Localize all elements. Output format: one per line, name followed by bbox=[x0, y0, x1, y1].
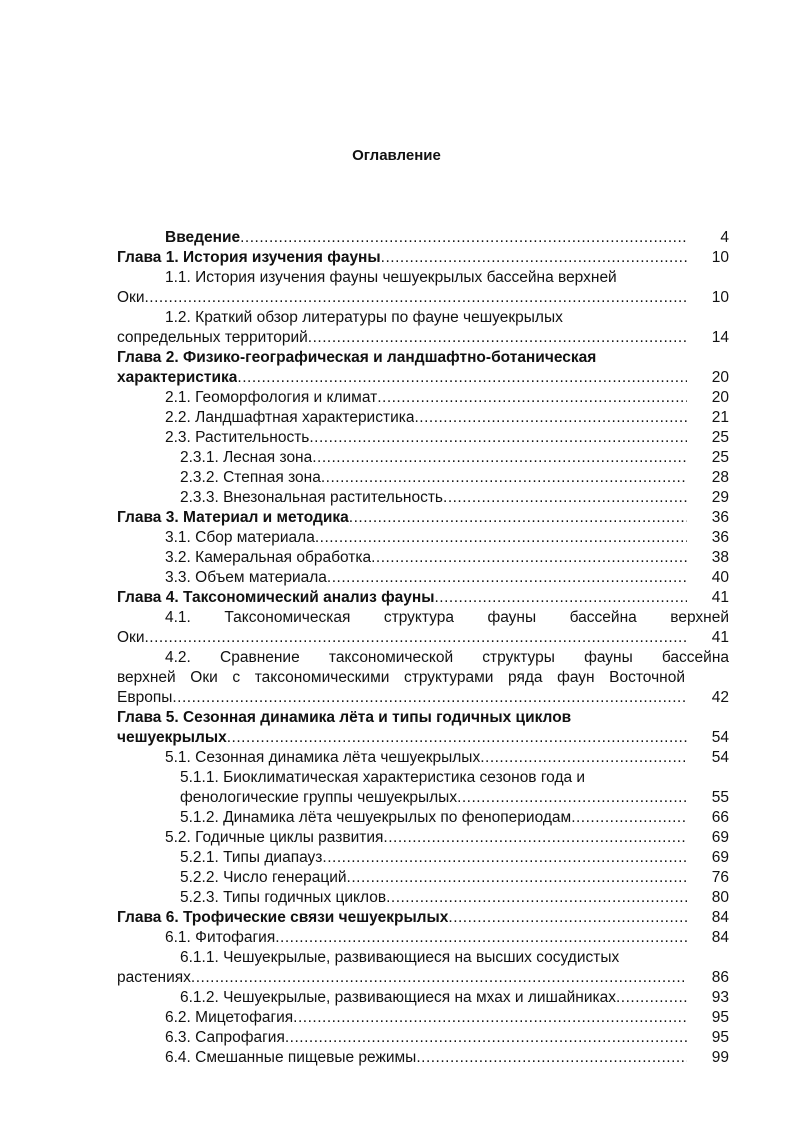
page-number: 20 bbox=[711, 369, 729, 386]
dot-leader bbox=[285, 1028, 687, 1048]
page-number: 36 bbox=[711, 509, 729, 526]
toc-entry-title: 6.3. Сапрофагия bbox=[165, 1029, 285, 1046]
page-number: 4 bbox=[720, 229, 729, 246]
toc-entry[interactable] bbox=[117, 888, 729, 908]
toc-entry[interactable] bbox=[117, 768, 729, 808]
dot-leader bbox=[309, 428, 687, 448]
toc-entry[interactable] bbox=[117, 1028, 729, 1048]
dot-leader bbox=[480, 748, 687, 768]
toc-entry[interactable] bbox=[117, 648, 729, 708]
dot-leader bbox=[349, 508, 687, 528]
dot-leader bbox=[616, 988, 687, 1008]
toc-entry[interactable] bbox=[117, 748, 729, 768]
page-number: 21 bbox=[711, 409, 729, 426]
page-number: 41 bbox=[711, 589, 729, 606]
toc-entry-title: 6.1.2. Чешуекрылые, развивающиеся на мхах и лишайниках bbox=[180, 989, 616, 1006]
toc-entry[interactable] bbox=[117, 568, 729, 588]
toc-entry-title: 5.2.2. Число генераций bbox=[180, 869, 347, 886]
dot-leader bbox=[321, 468, 687, 488]
toc-entry-text: 4.1. Таксономическая структура фауны бассейна верхней bbox=[165, 609, 729, 626]
page-number: 36 bbox=[711, 529, 729, 546]
dot-leader bbox=[386, 888, 687, 908]
toc-entry-text: 5.1.1. Биоклиматическая характеристика сезонов года и bbox=[180, 769, 586, 786]
toc-entry-text: 4.2. Сравнение таксономической структуры фауны бассейна bbox=[165, 649, 729, 666]
toc-entry-title: характеристика bbox=[117, 369, 238, 386]
toc-entry-title: 5.2.1. Типы диапауз bbox=[180, 849, 323, 866]
page-number: 99 bbox=[711, 1049, 729, 1066]
toc-entry[interactable] bbox=[117, 268, 729, 308]
toc-entry-title: Европы bbox=[117, 689, 173, 706]
toc-entry-title: 3.1. Сбор материала bbox=[165, 529, 315, 546]
page-number: 41 bbox=[711, 629, 729, 646]
dot-leader bbox=[416, 1048, 687, 1068]
toc-entry-title: чешуекрылых bbox=[117, 729, 227, 746]
page-number: 66 bbox=[711, 809, 729, 826]
toc-entry-text: 6.1.1. Чешуекрылые, развивающиеся на высших сосудистых bbox=[180, 949, 620, 966]
toc-entry-title: растениях bbox=[117, 969, 191, 986]
toc-entry-text: 1.1. История изучения фауны чешуекрылых бассейна верхней bbox=[165, 269, 617, 286]
toc-entry-title: 5.2.3. Типы годичных циклов bbox=[180, 889, 387, 906]
page-number: 29 bbox=[711, 489, 729, 506]
dot-leader bbox=[322, 848, 687, 868]
toc-entry[interactable] bbox=[117, 948, 729, 988]
toc-entry[interactable] bbox=[117, 808, 729, 828]
page-number: 84 bbox=[711, 929, 729, 946]
toc-entry[interactable] bbox=[117, 828, 729, 848]
toc-entry[interactable] bbox=[117, 448, 729, 468]
dot-leader bbox=[145, 288, 688, 308]
dot-leader bbox=[448, 908, 687, 928]
page-number: 10 bbox=[711, 249, 729, 266]
toc-entry-title: 6.4. Смешанные пищевые режимы bbox=[165, 1049, 417, 1066]
toc-entry-title: 3.3. Объем материала bbox=[165, 569, 327, 586]
toc-entry[interactable] bbox=[117, 388, 729, 408]
dot-leader bbox=[172, 688, 687, 708]
toc-entry-text: 1.2. Краткий обзор литературы по фауне чешуекрылых bbox=[165, 309, 563, 326]
toc-entry[interactable] bbox=[117, 1008, 729, 1028]
dot-leader bbox=[227, 728, 687, 748]
dot-leader bbox=[240, 228, 687, 248]
toc-entry-title: Введение bbox=[165, 229, 241, 246]
dot-leader bbox=[145, 628, 688, 648]
dot-leader bbox=[315, 528, 687, 548]
dot-leader bbox=[191, 968, 687, 988]
toc-entry[interactable] bbox=[117, 408, 729, 428]
toc-entry-title: 6.2. Мицетофагия bbox=[165, 1009, 294, 1026]
page-number: 69 bbox=[711, 829, 729, 846]
toc-entry[interactable] bbox=[117, 908, 729, 928]
table-of-contents bbox=[117, 228, 729, 1068]
dot-leader bbox=[371, 548, 687, 568]
toc-entry[interactable] bbox=[117, 588, 729, 608]
dot-leader bbox=[443, 488, 687, 508]
page-number: 40 bbox=[711, 569, 729, 586]
page-number: 95 bbox=[711, 1009, 729, 1026]
page-number: 28 bbox=[711, 469, 729, 486]
dot-leader bbox=[347, 868, 687, 888]
dot-leader bbox=[434, 588, 687, 608]
toc-entry-title: Оки bbox=[117, 629, 145, 646]
toc-entry[interactable] bbox=[117, 428, 729, 448]
page-number: 93 bbox=[711, 989, 729, 1006]
page-number: 10 bbox=[711, 289, 729, 306]
toc-entry[interactable] bbox=[117, 868, 729, 888]
toc-entry-title: Глава 1. История изучения фауны bbox=[117, 249, 381, 266]
page-title: Оглавление bbox=[352, 147, 441, 164]
toc-entry-title: 2.3. Растительность bbox=[165, 429, 310, 446]
toc-entry[interactable] bbox=[117, 248, 729, 268]
toc-entry-title: 5.1.2. Динамика лёта чешуекрылых по фенопериодам bbox=[180, 809, 572, 826]
page-number: 86 bbox=[711, 969, 729, 986]
toc-entry-title: Оки bbox=[117, 289, 145, 306]
toc-entry[interactable] bbox=[117, 528, 729, 548]
toc-entry-title: 2.3.1. Лесная зона bbox=[180, 449, 313, 466]
toc-entry[interactable] bbox=[117, 308, 729, 348]
page-number: 38 bbox=[711, 549, 729, 566]
toc-entry-title: 6.1. Фитофагия bbox=[165, 929, 276, 946]
page-number: 54 bbox=[711, 729, 729, 746]
page-number: 14 bbox=[711, 329, 729, 346]
toc-entry[interactable] bbox=[117, 848, 729, 868]
toc-entry[interactable] bbox=[117, 1048, 729, 1068]
toc-entry-text: Глава 5. Сезонная динамика лёта и типы годичных циклов bbox=[117, 709, 572, 726]
dot-leader bbox=[383, 828, 687, 848]
toc-entry-text: верхней Оки с таксономическими структурами ряда фаун Восточной bbox=[117, 669, 685, 686]
toc-entry[interactable] bbox=[117, 228, 729, 248]
page-number: 84 bbox=[711, 909, 729, 926]
toc-entry-title: 2.2. Ландшафтная характеристика bbox=[165, 409, 415, 426]
toc-entry[interactable] bbox=[117, 988, 729, 1008]
toc-entry-title: фенологические группы чешуекрылых bbox=[180, 789, 458, 806]
dot-leader bbox=[275, 928, 687, 948]
toc-entry[interactable] bbox=[117, 548, 729, 568]
dot-leader bbox=[308, 328, 687, 348]
page-number: 76 bbox=[711, 869, 729, 886]
page-number: 25 bbox=[711, 449, 729, 466]
toc-entry-title: 5.2. Годичные циклы развития bbox=[165, 829, 384, 846]
page-number: 95 bbox=[711, 1029, 729, 1046]
dot-leader bbox=[312, 448, 687, 468]
toc-entry-text: Глава 2. Физико-географическая и ландшафтно-ботаническая bbox=[117, 349, 597, 366]
dot-leader bbox=[457, 788, 687, 808]
toc-entry[interactable] bbox=[117, 488, 729, 508]
dot-leader bbox=[377, 388, 687, 408]
toc-entry[interactable] bbox=[117, 508, 729, 528]
toc-entry-title: 5.1. Сезонная динамика лёта чешуекрылых bbox=[165, 749, 481, 766]
toc-entry-title: 2.1. Геоморфология и климат bbox=[165, 389, 378, 406]
dot-leader bbox=[327, 568, 687, 588]
page-number: 42 bbox=[711, 689, 729, 706]
toc-entry[interactable] bbox=[117, 348, 729, 388]
dot-leader bbox=[293, 1008, 687, 1028]
page-number: 54 bbox=[711, 749, 729, 766]
toc-entry-title: 2.3.3. Внезональная растительность bbox=[180, 489, 444, 506]
page-number: 25 bbox=[711, 429, 729, 446]
page-number: 20 bbox=[711, 389, 729, 406]
toc-entry-title: Глава 3. Материал и методика bbox=[117, 509, 349, 526]
toc-entry-title: Глава 6. Трофические связи чешуекрылых bbox=[117, 909, 449, 926]
toc-entry-title: Глава 4. Таксономический анализ фауны bbox=[117, 589, 435, 606]
dot-leader bbox=[381, 248, 687, 268]
dot-leader bbox=[414, 408, 687, 428]
toc-entry-title: 3.2. Камеральная обработка bbox=[165, 549, 372, 566]
toc-entry[interactable] bbox=[117, 608, 729, 648]
toc-entry-title: сопредельных территорий bbox=[117, 329, 308, 346]
page-number: 55 bbox=[711, 789, 729, 806]
page-number: 69 bbox=[711, 849, 729, 866]
page-number: 80 bbox=[711, 889, 729, 906]
toc-entry[interactable] bbox=[117, 468, 729, 488]
toc-entry[interactable] bbox=[117, 708, 729, 748]
toc-entry[interactable] bbox=[117, 928, 729, 948]
dot-leader bbox=[571, 808, 687, 828]
dot-leader bbox=[237, 368, 687, 388]
toc-entry-title: 2.3.2. Степная зона bbox=[180, 469, 321, 486]
